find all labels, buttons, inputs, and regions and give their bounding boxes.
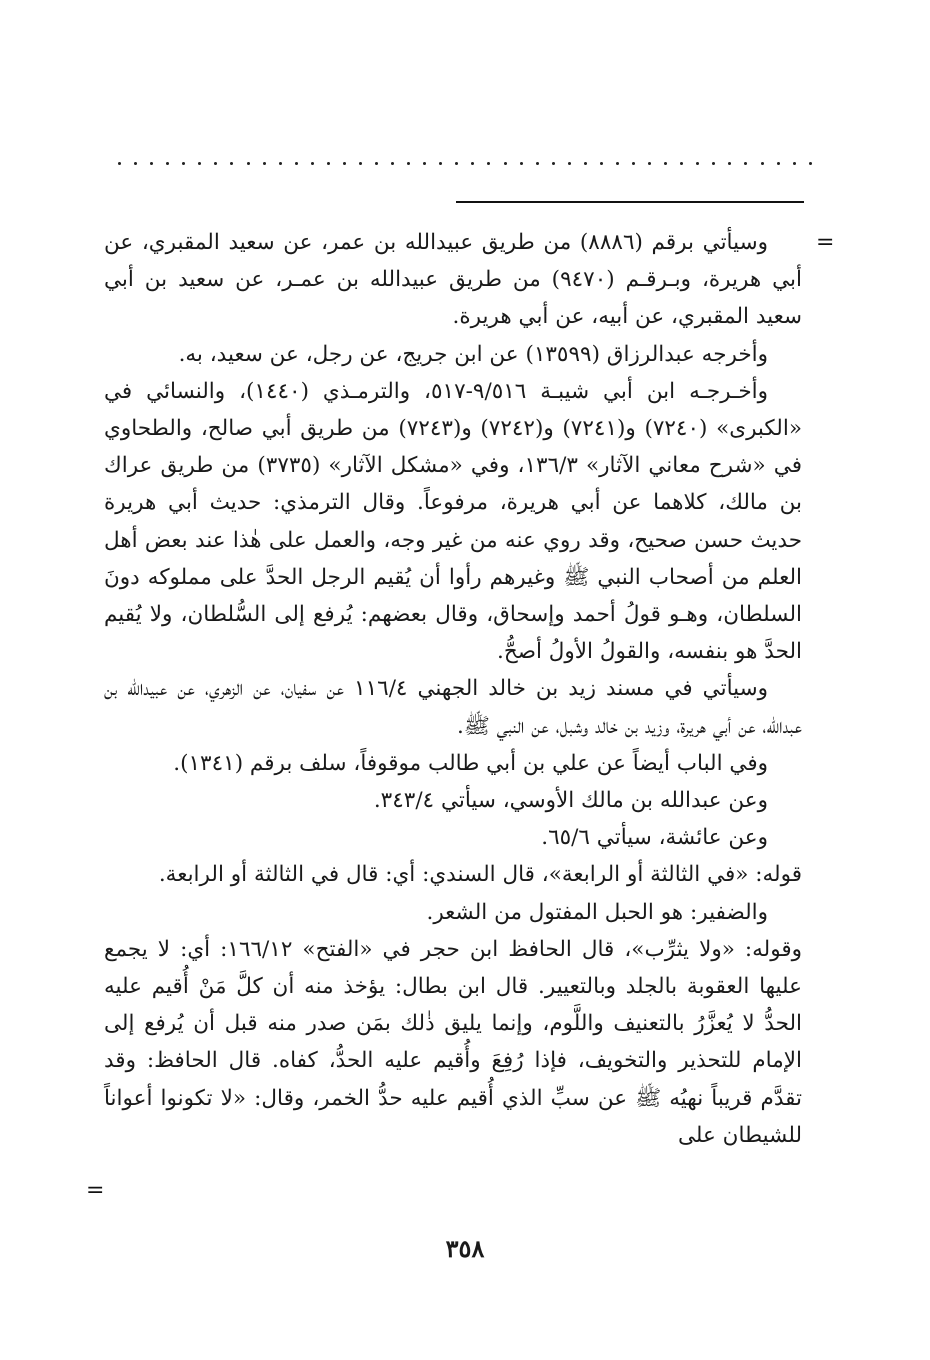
continuation-mark-start: = <box>816 230 835 255</box>
paragraph-6: وعن عبدالله بن مالك الأوسي، سيأتي ٣٤٣/٤. <box>373 788 768 814</box>
separator-dot <box>504 162 507 165</box>
separator-dot <box>809 162 812 165</box>
separator-dot <box>198 162 201 165</box>
separator-dot <box>407 162 410 165</box>
separator-dot <box>327 162 330 165</box>
separator-dot <box>214 162 217 165</box>
paragraph-3: وأخـرجـه ابن أبي شيبـة ٩/٥١٦-٥١٧، والترمـذي (١٤٤٠)، والنسائي في «الكبرى» (٧٢٤٠) و(٧٢٤١) و(٧٢٤٢) و(٧٢٤٣) من طريق أبي صالح، والطحاوي في «شرح معاني الآثار» ١٣٦/٣، وفي «مشكل الآثار» (٣٧٣٥) من طريق عراك بن مالك، كلاهما عن أبي هريرة، مرفوعاً. وقال الترمذي: حديث أبي هريرة حديث حسن صحيح، وقد روي عنه من غير وجه، والعمل على هٰذا عند بعض أهل العلم من أصحاب النبي ﷺ وغيرهم رأوا أن يُقيم الرجل الحدَّ على مملوكه دونَ السلطان، وهـو قولُ أحمد وإسحاق، وقال بعضهم: يُرفع إلى السُّلطان، ولا يُقيم الحدَّ هو بنفسه، والقولُ الأولُ أصحُّ. <box>104 378 803 665</box>
separator-dot <box>359 162 362 165</box>
page-number: ٣٥٨ <box>445 1234 485 1263</box>
separator-dot <box>455 162 458 165</box>
separator-dot <box>391 162 394 165</box>
separator-dot <box>712 162 715 165</box>
separator-dot <box>182 162 185 165</box>
separator-dot <box>134 162 137 165</box>
separator-dot <box>166 162 169 165</box>
paragraph-8: قوله: «في الثالثة أو الرابعة»، قال السندي: أي: قال في الثالثة أو الرابعة. <box>158 862 802 888</box>
decorative-dot-separator <box>118 153 812 173</box>
separator-dot <box>648 162 651 165</box>
separator-dot <box>632 162 635 165</box>
footnote-body <box>104 224 802 1154</box>
separator-dot <box>680 162 683 165</box>
separator-dot <box>487 162 490 165</box>
separator-dot <box>247 162 250 165</box>
separator-dot <box>600 162 603 165</box>
separator-dot <box>150 162 153 165</box>
paragraph-2: وأخرجه عبدالرزاق (١٣٥٩٩) عن ابن جريج، عن رجل، عن سعيد، به. <box>178 341 768 367</box>
separator-dot <box>230 162 233 165</box>
separator-dot <box>279 162 282 165</box>
separator-dot <box>584 162 587 165</box>
paragraph-5: وفي الباب أيضاً عن علي بن أبي طالب موقوفاً، سلف برقم (١٣٤١). <box>173 750 768 776</box>
separator-dot <box>295 162 298 165</box>
paragraph-7: وعن عائشة، سيأتي ٦٥/٦. <box>541 825 768 851</box>
separator-dot <box>375 162 378 165</box>
footnote-rule <box>456 201 804 203</box>
separator-dot <box>471 162 474 165</box>
separator-dot <box>793 162 796 165</box>
separator-dot <box>311 162 314 165</box>
separator-dot <box>439 162 442 165</box>
separator-dot <box>761 162 764 165</box>
separator-dot <box>536 162 539 165</box>
separator-dot <box>616 162 619 165</box>
separator-dot <box>423 162 426 165</box>
separator-dot <box>343 162 346 165</box>
paragraph-1: وسيأتي برقم (٨٨٨٦) من طريق عبيدالله بن عمر، عن سعيد المقبري، عن أبي هريرة، وبـرقـم (٩٤٧٠) من طريق عبيدالله بن عمـر، عن سعيد بن أبي سعيد المقبري، عن أبيه، عن أبي هريرة. <box>104 230 802 330</box>
continuation-mark-end: = <box>86 1178 105 1203</box>
separator-dot <box>118 162 121 165</box>
separator-dot <box>568 162 571 165</box>
paragraph-4: وسيأتي في مسند زيد بن خالد الجهني ١١٦/٤ عن سفيان، عن الزهري، عن عبيدالله بن عبدالله، عن أبي هريرة، وزيد بن خالد وشبل، عن النبي ﷺ. <box>104 676 802 739</box>
paragraph-9: والضفير: هو الحبل المفتول من الشعر. <box>426 899 768 925</box>
separator-dot <box>263 162 266 165</box>
separator-dot <box>728 162 731 165</box>
separator-dot <box>696 162 699 165</box>
separator-dot <box>664 162 667 165</box>
separator-dot <box>552 162 555 165</box>
paragraph-10: وقوله: «ولا يثرِّب»، قال الحافظ ابن حجر في «الفتح» ١٦٦/١٢: أي: لا يجمع عليها العقوبة بالجلد وبالتعيير. قال ابن بطال: يؤخذ منه أن كلَّ مَنْ أُقيم عليه الحدُّ لا يُعزَّرُ بالتعنيف واللَّوم، وإنما يليق ذٰلك بمَن صدر منه قبل أن يُرفع إلى الإمام للتحذير والتخويف، فإذا رُفِعَ وأُقيم عليه الحدُّ، كفاه. قال الحافظ: وقد تقدَّم قريباً نهيُه ﷺ عن سبِّ الذي أُقيم عليه حدُّ الخمر، وقال: «لا تكونوا أعواناً للشيطان على <box>104 936 802 1148</box>
separator-dot <box>744 162 747 165</box>
separator-dot <box>520 162 523 165</box>
separator-dot <box>777 162 780 165</box>
